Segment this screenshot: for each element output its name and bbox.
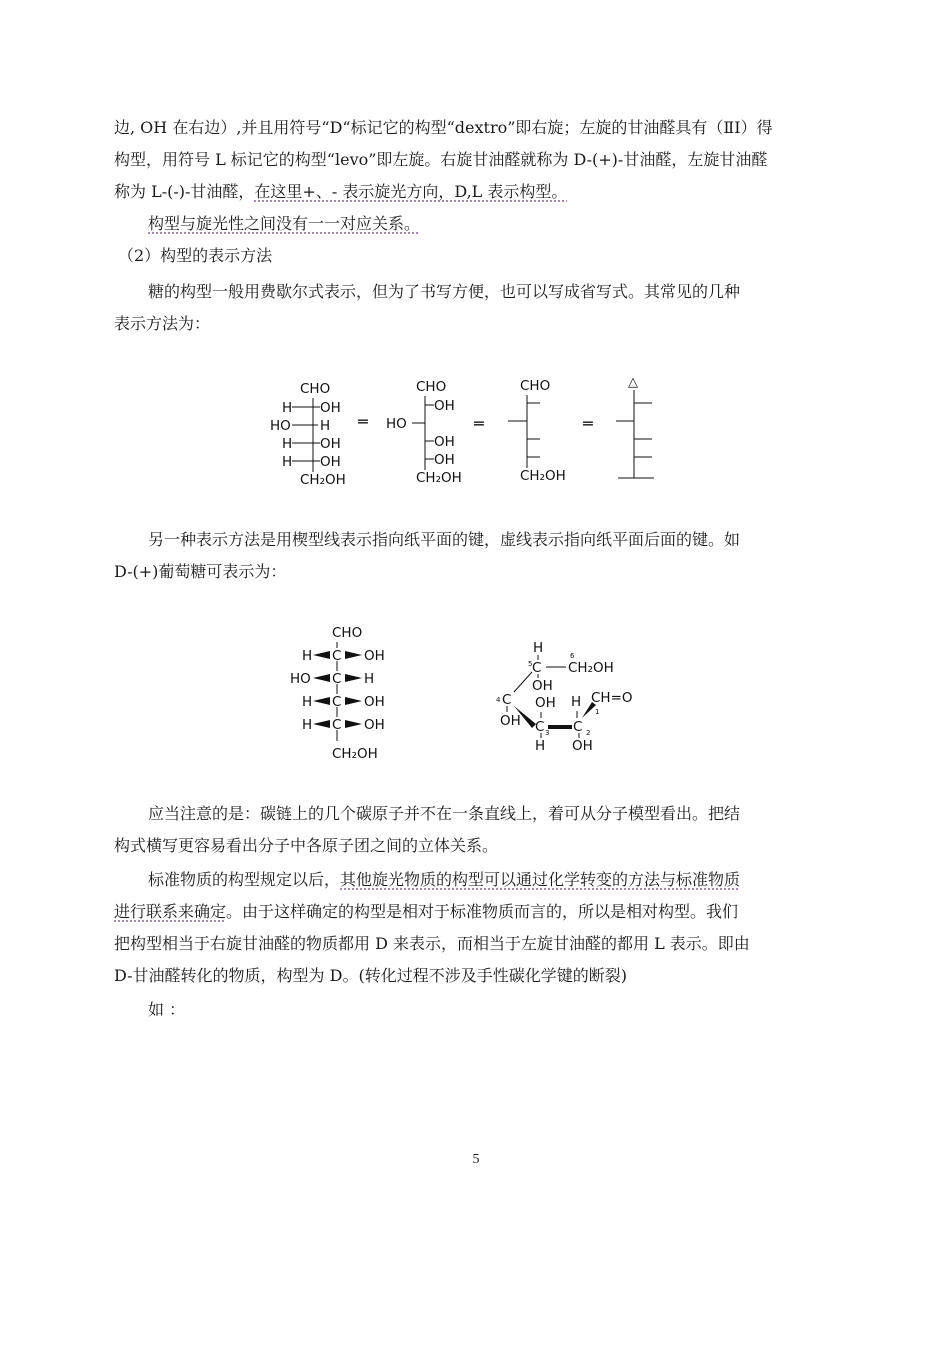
fischer-row1-right: OH bbox=[320, 400, 341, 416]
section-heading: （2）构型的表示方法 bbox=[118, 246, 273, 265]
text-line-12a: 标准物质的构型规定以后， bbox=[148, 870, 341, 889]
ring-num-6: 6 bbox=[570, 652, 575, 660]
fischer-abbrev-2 bbox=[508, 378, 566, 484]
text-line-6: 糖的构型一般用费歇尔式表示，但为了书写方便，也可以写成省写式。其常见的几种 bbox=[148, 282, 741, 301]
wedge-c3: C bbox=[332, 694, 342, 710]
perspective-structure-figure bbox=[490, 632, 650, 762]
wedge-row4-right: OH bbox=[364, 717, 385, 733]
ring-num-4: 4 bbox=[496, 696, 501, 704]
text-line-8: 另一种表示方法是用楔型线表示指向纸平面的键，虚线表示指向纸平面后面的键。如 bbox=[148, 530, 741, 549]
abbrev2-ch2oh: CH₂OH bbox=[520, 468, 566, 484]
text-line-13a: 进行联系来确定 bbox=[114, 902, 227, 921]
equals-sign-1: ═ bbox=[358, 412, 368, 431]
abbrev1-ch2oh: CH₂OH bbox=[416, 470, 462, 486]
equals-sign-2: ═ bbox=[474, 414, 484, 433]
wedge-ch2oh: CH₂OH bbox=[332, 746, 378, 762]
abbrev1-oh-2: OH bbox=[434, 434, 455, 450]
wedge-c4: C bbox=[332, 717, 342, 733]
ring-c2: C bbox=[573, 719, 583, 735]
ring-cho: CH=O bbox=[591, 690, 633, 706]
fischer-row3-right: OH bbox=[320, 436, 341, 452]
ring-oh-c3: OH bbox=[535, 695, 556, 711]
ring-num-2: 2 bbox=[586, 729, 591, 737]
wedge-row3-left: H bbox=[302, 694, 313, 710]
fischer-abbrev-1 bbox=[386, 379, 462, 486]
abbrev2-cho: CHO bbox=[520, 378, 551, 394]
ring-h-c2: H bbox=[571, 694, 582, 710]
text-line-10: 应当注意的是：碳链上的几个碳原子并不在一条直线上，着可从分子模型看出。把结 bbox=[148, 804, 741, 823]
ring-h-top: H bbox=[533, 640, 544, 656]
text-line-3 bbox=[114, 182, 567, 202]
ring-c4: C bbox=[502, 692, 512, 708]
text-line-3a: 称为 L-(-)-甘油醛， bbox=[114, 182, 255, 201]
ring-num-3: 3 bbox=[545, 729, 550, 737]
ring-c3: C bbox=[535, 719, 545, 735]
text-line-13 bbox=[114, 902, 738, 922]
ring-num-1: 1 bbox=[595, 708, 600, 716]
fischer-full-cho: CHO bbox=[300, 381, 331, 397]
text-line-15: D-甘油醛转化的物质，构型为 D。(转化过程不涉及手性碳化学键的断裂) bbox=[114, 966, 627, 985]
fischer-row2-right: H bbox=[320, 418, 331, 434]
wedge-row1-left: H bbox=[302, 648, 313, 664]
text-line-13b: 。由于这样确定的构型是相对于标准物质而言的，所以是相对构型。我们 bbox=[226, 902, 739, 921]
fischer-row2-left: HO bbox=[270, 418, 291, 434]
fischer-full bbox=[270, 381, 346, 488]
wedge-c1: C bbox=[332, 648, 342, 664]
abbrev1-cho: CHO bbox=[416, 379, 447, 395]
ring-c5: C bbox=[532, 660, 542, 676]
wedge-row4-left: H bbox=[302, 717, 313, 733]
text-line-2: 构型，用符号 L 标记它的构型“levo”即左旋。右旋甘油醛就称为 D-(+)-甘油醛，左旋甘油醛 bbox=[114, 150, 768, 169]
ring-oh-c4: OH bbox=[500, 713, 521, 729]
ring-oh-c5: OH bbox=[532, 678, 553, 694]
wedge-row2-right: H bbox=[364, 671, 375, 687]
fischer-row1-left: H bbox=[282, 400, 293, 416]
fischer-row3-left: H bbox=[282, 436, 293, 452]
text-line-1: 边, OH 在右边）,并且用符号“D“标记它的构型“dextro”即右旋；左旋的甘油醛具有（ⅡⅠ）得 bbox=[114, 118, 773, 137]
text-line-7: 表示方法为： bbox=[114, 314, 211, 333]
wedge-c2: C bbox=[332, 671, 342, 687]
fischer-projection-figure bbox=[260, 370, 680, 500]
text-line-9: D-(+)葡萄糖可表示为： bbox=[114, 562, 287, 581]
text-line-3b: 在这里+、- 表示旋光方向，D,L 表示构型。 bbox=[254, 182, 568, 201]
text-line-11: 构式横写更容易看出分子中各原子团之间的立体关系。 bbox=[114, 836, 499, 855]
page-number: 5 bbox=[472, 1152, 480, 1167]
wedge-row3-right: OH bbox=[364, 694, 385, 710]
text-line-4 bbox=[148, 214, 420, 234]
text-line-16: 如 ： bbox=[148, 1000, 186, 1019]
text-line-14: 把构型相当于右旋甘油醛的物质都用 D 来表示，而相当于左旋甘油醛的都用 L 表示。即由 bbox=[114, 934, 750, 953]
text-line-12 bbox=[148, 870, 740, 890]
ring-ch2oh: CH₂OH bbox=[568, 660, 614, 676]
abbrev1-oh-1: OH bbox=[434, 398, 455, 414]
fischer-full-ch2oh: CH₂OH bbox=[300, 472, 346, 488]
wedge-row1-right: OH bbox=[364, 648, 385, 664]
abbrev1-oh-3: OH bbox=[434, 452, 455, 468]
text-line-4-content: 构型与旋光性之间没有一一对应关系。 bbox=[148, 214, 421, 233]
fischer-abbrev-3 bbox=[616, 375, 654, 478]
equals-sign-3: ═ bbox=[583, 414, 593, 433]
ring-oh-c2: OH bbox=[572, 738, 593, 754]
triangle-icon: △ bbox=[628, 375, 638, 390]
fischer-row4-left: H bbox=[282, 454, 293, 470]
wedge-row2-left: HO bbox=[290, 671, 311, 687]
text-line-12b: 其他旋光物质的构型可以通过化学转变的方法与标准物质 bbox=[340, 870, 741, 889]
ring-num-5: 5 bbox=[528, 660, 533, 668]
wedge-cho: CHO bbox=[332, 625, 363, 641]
ring-h-c3: H bbox=[535, 738, 546, 754]
wedge-projection-figure bbox=[282, 618, 412, 768]
fischer-row4-right: OH bbox=[320, 454, 341, 470]
abbrev1-ho: HO bbox=[386, 416, 407, 432]
